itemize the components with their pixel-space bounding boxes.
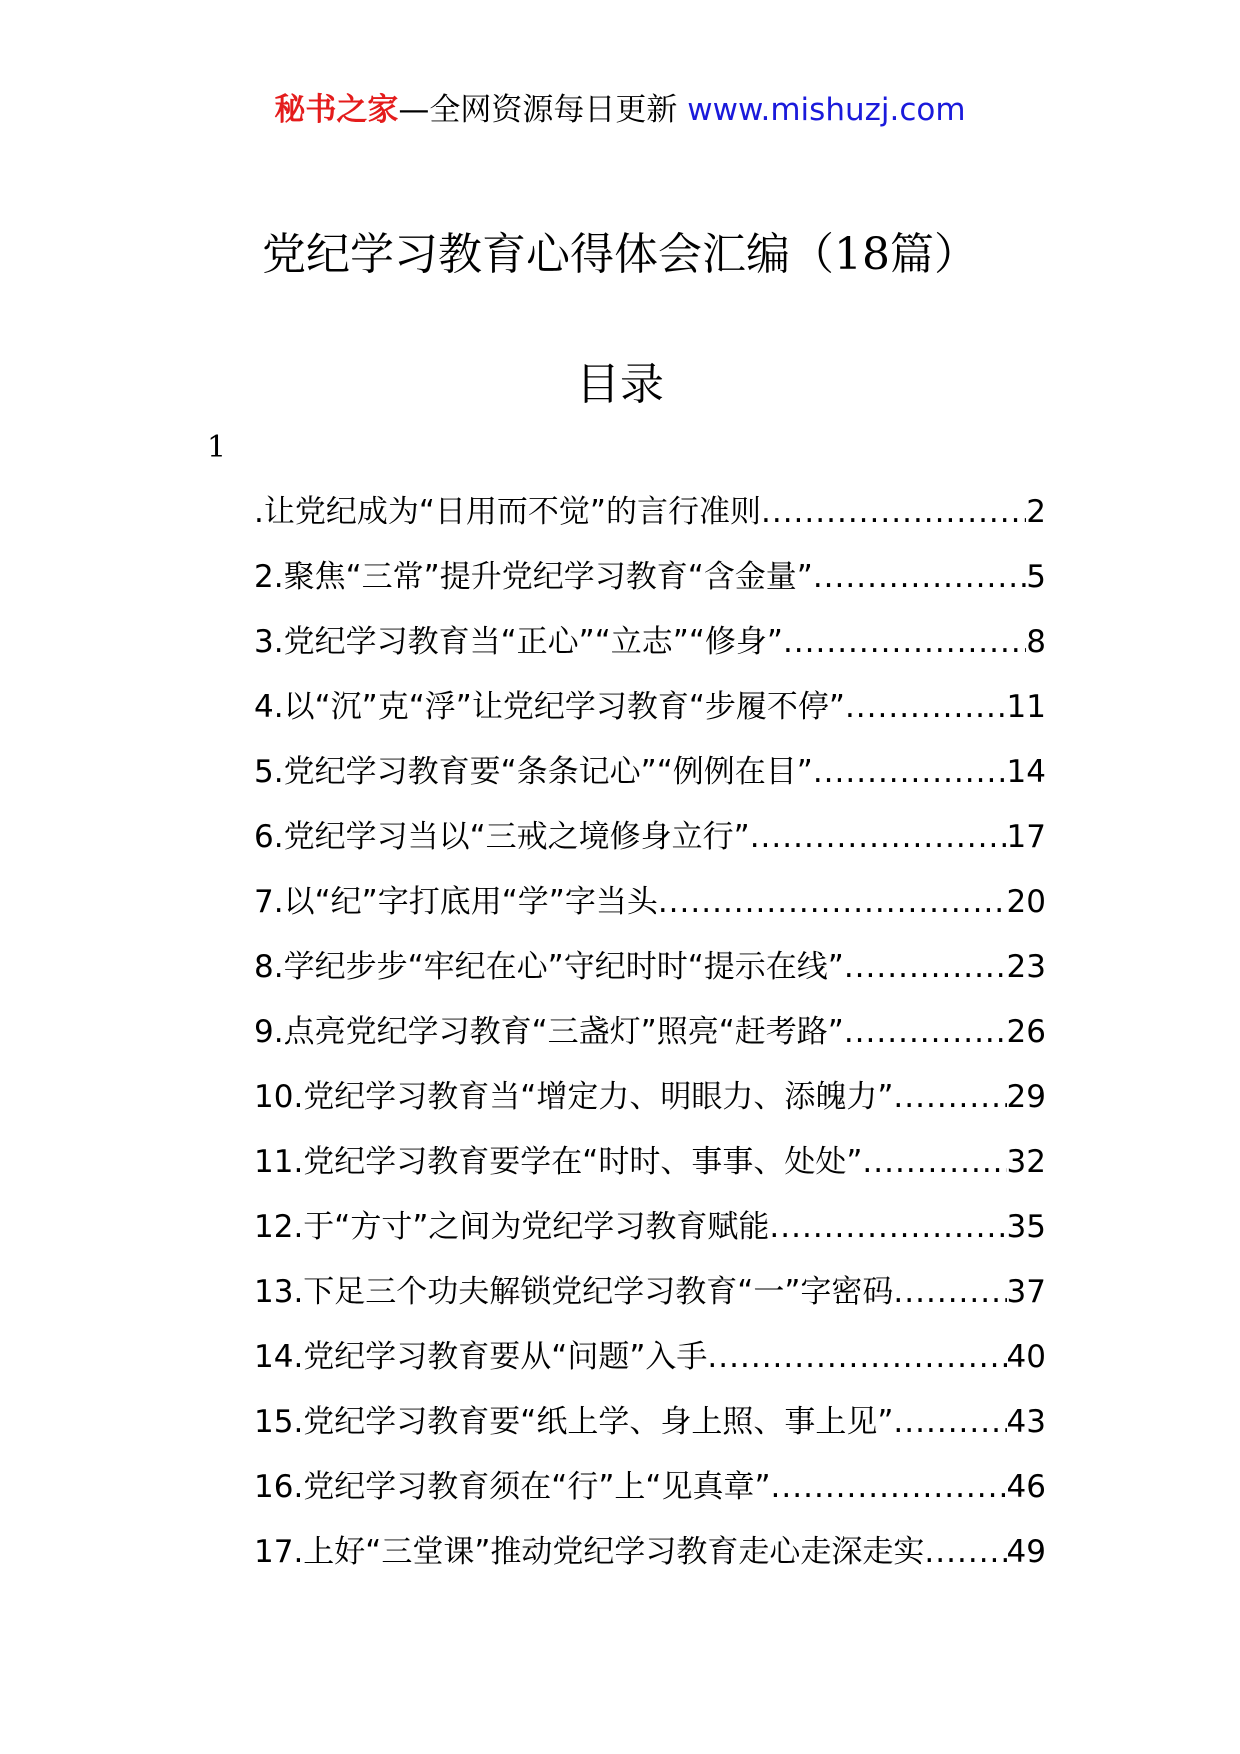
toc-entry-page: 8 xyxy=(1026,624,1046,660)
toc-entry-title: 16.党纪学习教育须在“行”上“见真章” xyxy=(254,1469,771,1505)
toc-entry[interactable] xyxy=(254,877,1046,942)
toc-entry-title: 3.党纪学习教育当“正心”“立志”“修身” xyxy=(254,624,783,660)
toc-entry-page: 14 xyxy=(1006,754,1046,790)
toc-entry[interactable] xyxy=(254,487,1046,552)
toc-entry[interactable] xyxy=(254,1072,1046,1137)
toc-entry-page: 17 xyxy=(1006,819,1046,855)
toc-entry-title: 11.党纪学习教育要学在“时时、事事、处处” xyxy=(254,1144,863,1180)
toc-entry-title: 12.于“方寸”之间为党纪学习教育赋能 xyxy=(254,1209,770,1245)
toc-entry[interactable] xyxy=(254,1332,1046,1397)
toc-entry-title: 6.党纪学习当以“三戒之境修身立行” xyxy=(254,819,750,855)
toc-dot-leader xyxy=(844,942,1007,992)
toc-dot-leader xyxy=(771,1462,1007,1512)
toc-entry-page: 23 xyxy=(1006,949,1046,985)
toc-dot-leader xyxy=(658,877,1007,927)
toc-entry[interactable] xyxy=(254,1397,1046,1462)
toc-dot-leader xyxy=(783,617,1026,667)
toc-entry[interactable] xyxy=(254,1007,1046,1072)
document-title-prefix: 党纪学习教育心得体会汇编（ xyxy=(262,229,834,280)
site-url-link[interactable]: www.mishuzj.com xyxy=(687,92,966,128)
toc-dot-leader xyxy=(761,487,1026,537)
toc-entry-title: 17.上好“三堂课”推动党纪学习教育走心走深走实 xyxy=(254,1534,925,1570)
toc-entry-title: 4.以“沉”克“浮”让党纪学习教育“步履不停” xyxy=(254,689,845,725)
toc-entry-page: 11 xyxy=(1006,689,1046,725)
toc-dot-leader xyxy=(893,1267,1006,1317)
toc-entry[interactable] xyxy=(254,1137,1046,1202)
toc-dot-leader xyxy=(924,1527,1006,1577)
toc-entry[interactable] xyxy=(254,1267,1046,1332)
toc-entry-page: 29 xyxy=(1006,1079,1046,1115)
toc-entry-title: 10.党纪学习教育当“增定力、明眼力、添魄力” xyxy=(254,1079,894,1115)
toc-entry[interactable] xyxy=(254,552,1046,617)
toc-entry-page: 43 xyxy=(1006,1404,1046,1440)
toc-entry-title: 14.党纪学习教育要从“问题”入手 xyxy=(254,1339,708,1375)
toc-entry[interactable] xyxy=(254,942,1046,1007)
toc-list xyxy=(254,487,1046,1592)
page-marker: 1 xyxy=(207,430,227,465)
toc-entry-page: 26 xyxy=(1006,1014,1046,1050)
toc-dot-leader xyxy=(769,1202,1006,1252)
toc-entry-title: 2.聚焦“三常”提升党纪学习教育“含金量” xyxy=(254,559,813,595)
document-title xyxy=(0,225,1240,285)
toc-entry-title: 5.党纪学习教育要“条条记心”“例例在目” xyxy=(254,754,813,790)
toc-dot-leader xyxy=(813,552,1026,602)
toc-entry-title: 13.下足三个功夫解锁党纪学习教育“一”字密码 xyxy=(254,1274,894,1310)
toc-entry-page: 20 xyxy=(1006,884,1046,920)
toc-entry-page: 46 xyxy=(1006,1469,1046,1505)
toc-entry-page: 40 xyxy=(1006,1339,1046,1375)
toc-dot-leader xyxy=(893,1397,1006,1447)
toc-entry[interactable] xyxy=(254,1462,1046,1527)
toc-entry-page: 5 xyxy=(1026,559,1046,595)
toc-entry[interactable] xyxy=(254,617,1046,682)
toc-entry-page: 32 xyxy=(1006,1144,1046,1180)
toc-dot-leader xyxy=(862,1137,1006,1187)
toc-entry-title: .让党纪成为“日用而不觉”的言行准则 xyxy=(254,494,761,530)
toc-entry[interactable] xyxy=(254,1202,1046,1267)
document-title-number: 18 xyxy=(834,229,890,280)
site-slogan: —全网资源每日更新 xyxy=(398,92,688,128)
toc-dot-leader xyxy=(813,747,1007,797)
toc-dot-leader xyxy=(750,812,1007,862)
toc-entry[interactable] xyxy=(254,682,1046,747)
toc-entry[interactable] xyxy=(254,1527,1046,1592)
toc-entry-title: 7.以“纪”字打底用“学”字当头 xyxy=(254,884,658,920)
toc-dot-leader xyxy=(707,1332,1006,1382)
toc-dot-leader xyxy=(845,682,1007,732)
toc-dot-leader xyxy=(893,1072,1006,1122)
toc-entry[interactable] xyxy=(254,812,1046,877)
site-brand: 秘书之家 xyxy=(274,92,399,128)
toc-entry-page: 35 xyxy=(1006,1209,1046,1245)
toc-entry-title: 8.学纪步步“牢纪在心”守纪时时“提示在线” xyxy=(254,949,844,985)
toc-entry-title: 9.点亮党纪学习教育“三盏灯”照亮“赶考路” xyxy=(254,1014,844,1050)
toc-entry-title: 15.党纪学习教育要“纸上学、身上照、事上见” xyxy=(254,1404,894,1440)
toc-dot-leader xyxy=(844,1007,1007,1057)
toc-entry[interactable] xyxy=(254,747,1046,812)
site-header xyxy=(0,88,1240,132)
toc-entry-page: 49 xyxy=(1006,1534,1046,1570)
document-title-suffix: 篇） xyxy=(890,229,978,280)
toc-entry-page: 37 xyxy=(1006,1274,1046,1310)
toc-entry-page: 2 xyxy=(1026,494,1046,530)
toc-heading: 目录 xyxy=(576,359,664,410)
